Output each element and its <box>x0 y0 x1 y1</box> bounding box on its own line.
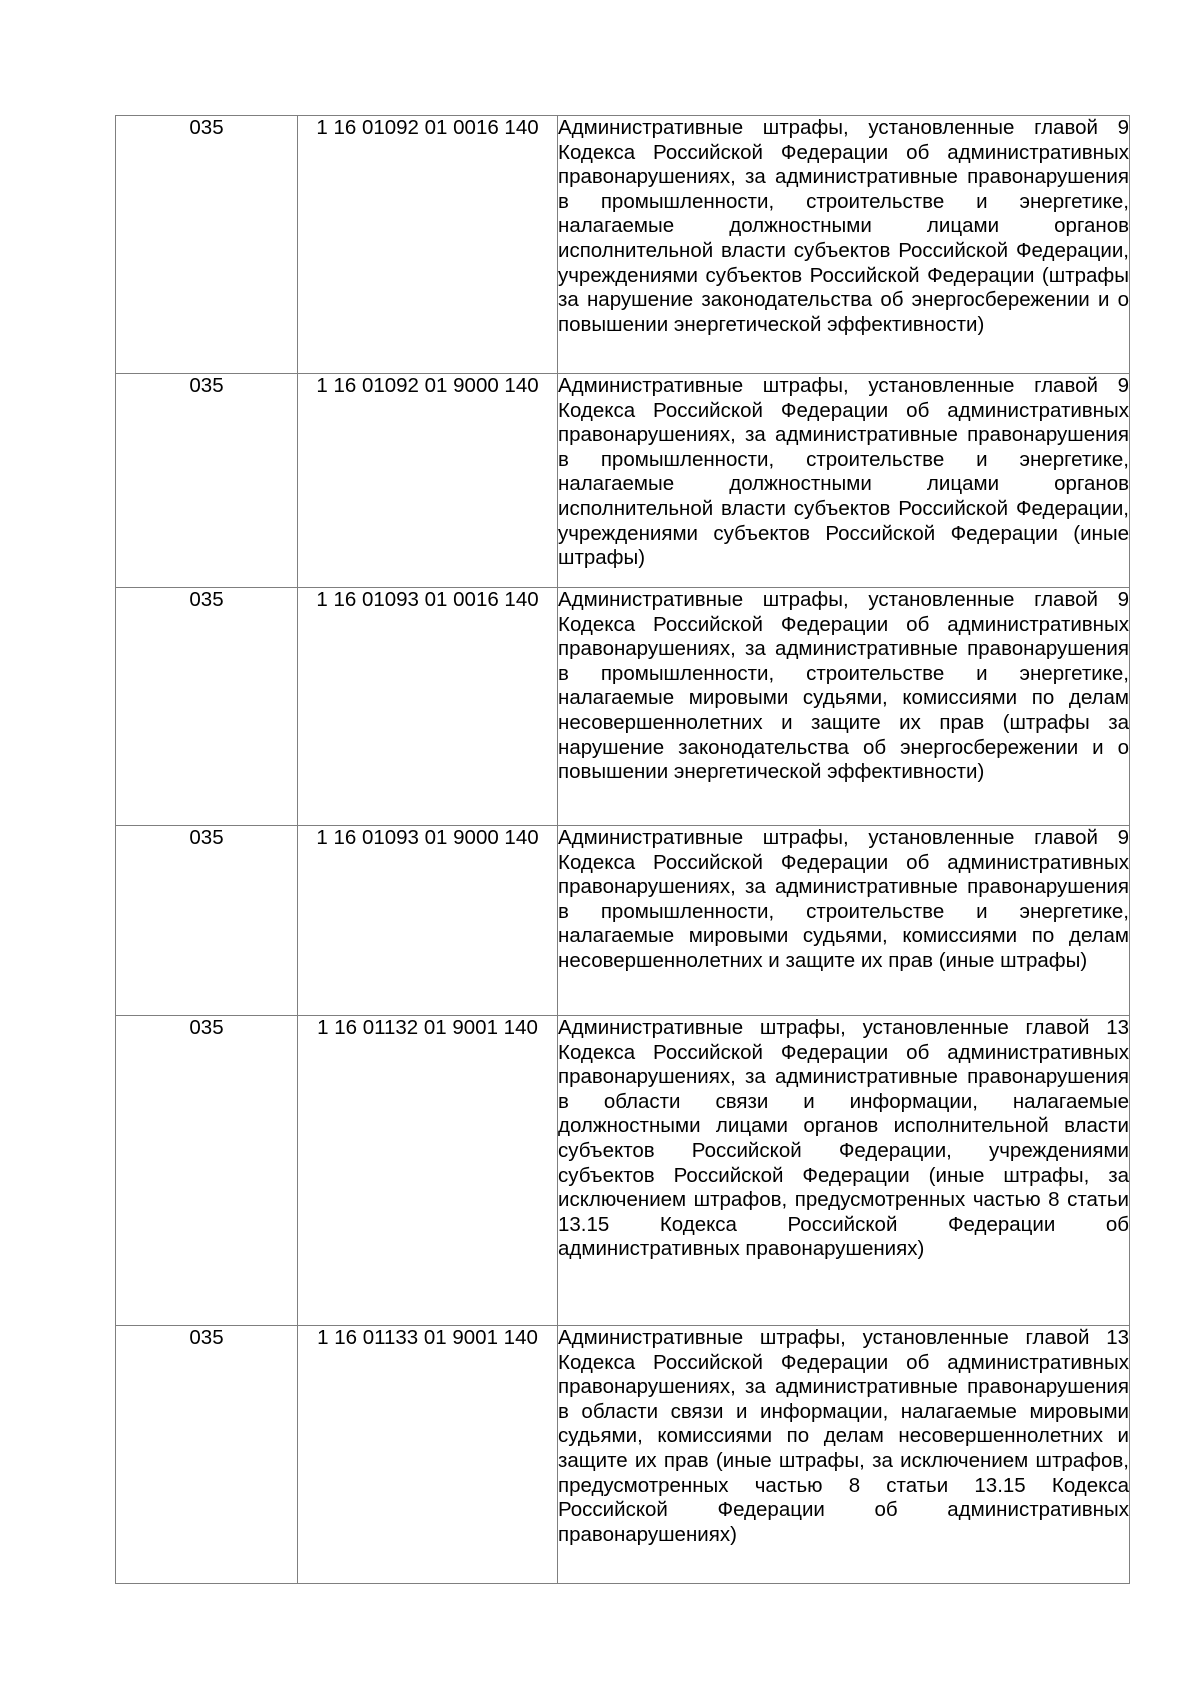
budget-codes-table <box>115 115 1130 1584</box>
description-cell <box>558 1016 1130 1326</box>
admin-code-cell: 035 <box>116 116 298 374</box>
budget-classification-code-cell: 1 16 01132 01 9001 140 <box>298 1016 558 1326</box>
description-cell <box>558 374 1130 588</box>
table-row <box>116 1016 1130 1326</box>
document-page <box>115 115 1129 1584</box>
description-text: Административные штрафы, установленные главой 13 Кодекса Российской Федерации об административных правонарушениях, за административные правонарушения в области связи и информации, налагаемые должностными лицами органов исполнительной власти субъектов Российской Федерации, учреждениями субъектов Российской Федерации (иные штрафы, за исключением штрафов, предусмотренных частью 8 статьи 13.15 Кодекса Российской Федерации об административных правонарушениях) <box>558 1016 1129 1261</box>
description-cell <box>558 826 1130 1016</box>
budget-classification-code-cell: 1 16 01093 01 9000 140 <box>298 826 558 1016</box>
description-text: Административные штрафы, установленные главой 9 Кодекса Российской Федерации об административных правонарушениях, за административные правонарушения в промышленности, строительстве и энергетике, налагаемые мировыми судьями, комиссиями по делам несовершеннолетних и защите их прав (иные штрафы) <box>558 826 1129 972</box>
admin-code-cell: 035 <box>116 1016 298 1326</box>
table-row <box>116 588 1130 826</box>
table-row <box>116 374 1130 588</box>
admin-code-cell: 035 <box>116 826 298 1016</box>
table-row <box>116 116 1130 374</box>
table-row <box>116 826 1130 1016</box>
admin-code-cell: 035 <box>116 588 298 826</box>
description-text: Административные штрафы, установленные главой 13 Кодекса Российской Федерации об административных правонарушениях, за административные правонарушения в области связи и информации, налагаемые мировыми судьями, комиссиями по делам несовершеннолетних и защите их прав (иные штрафы, за исключением штрафов, предусмотренных частью 8 статьи 13.15 Кодекса Российской Федерации об административных правонарушениях) <box>558 1326 1129 1546</box>
budget-classification-code-cell: 1 16 01093 01 0016 140 <box>298 588 558 826</box>
description-cell <box>558 588 1130 826</box>
budget-classification-code-cell: 1 16 01092 01 9000 140 <box>298 374 558 588</box>
budget-classification-code-cell: 1 16 01133 01 9001 140 <box>298 1326 558 1584</box>
budget-classification-code-cell: 1 16 01092 01 0016 140 <box>298 116 558 374</box>
table-row <box>116 1326 1130 1584</box>
description-cell <box>558 1326 1130 1584</box>
description-text: Административные штрафы, установленные главой 9 Кодекса Российской Федерации об административных правонарушениях, за административные правонарушения в промышленности, строительстве и энергетике, налагаемые должностными лицами органов исполнительной власти субъектов Российской Федерации, учреждениями субъектов Российской Федерации (иные штрафы) <box>558 374 1129 570</box>
admin-code-cell: 035 <box>116 374 298 588</box>
description-cell <box>558 116 1130 374</box>
description-text: Административные штрафы, установленные главой 9 Кодекса Российской Федерации об административных правонарушениях, за административные правонарушения в промышленности, строительстве и энергетике, налагаемые должностными лицами органов исполнительной власти субъектов Российской Федерации, учреждениями субъектов Российской Федерации (штрафы за нарушение законодательства об энергосбережении и о повышении энергетической эффективности) <box>558 116 1129 336</box>
admin-code-cell: 035 <box>116 1326 298 1584</box>
description-text: Административные штрафы, установленные главой 9 Кодекса Российской Федерации об административных правонарушениях, за административные правонарушения в промышленности, строительстве и энергетике, налагаемые мировыми судьями, комиссиями по делам несовершеннолетних и защите их прав (штрафы за нарушение законодательства об энергосбережении и о повышении энергетической эффективности) <box>558 588 1129 784</box>
